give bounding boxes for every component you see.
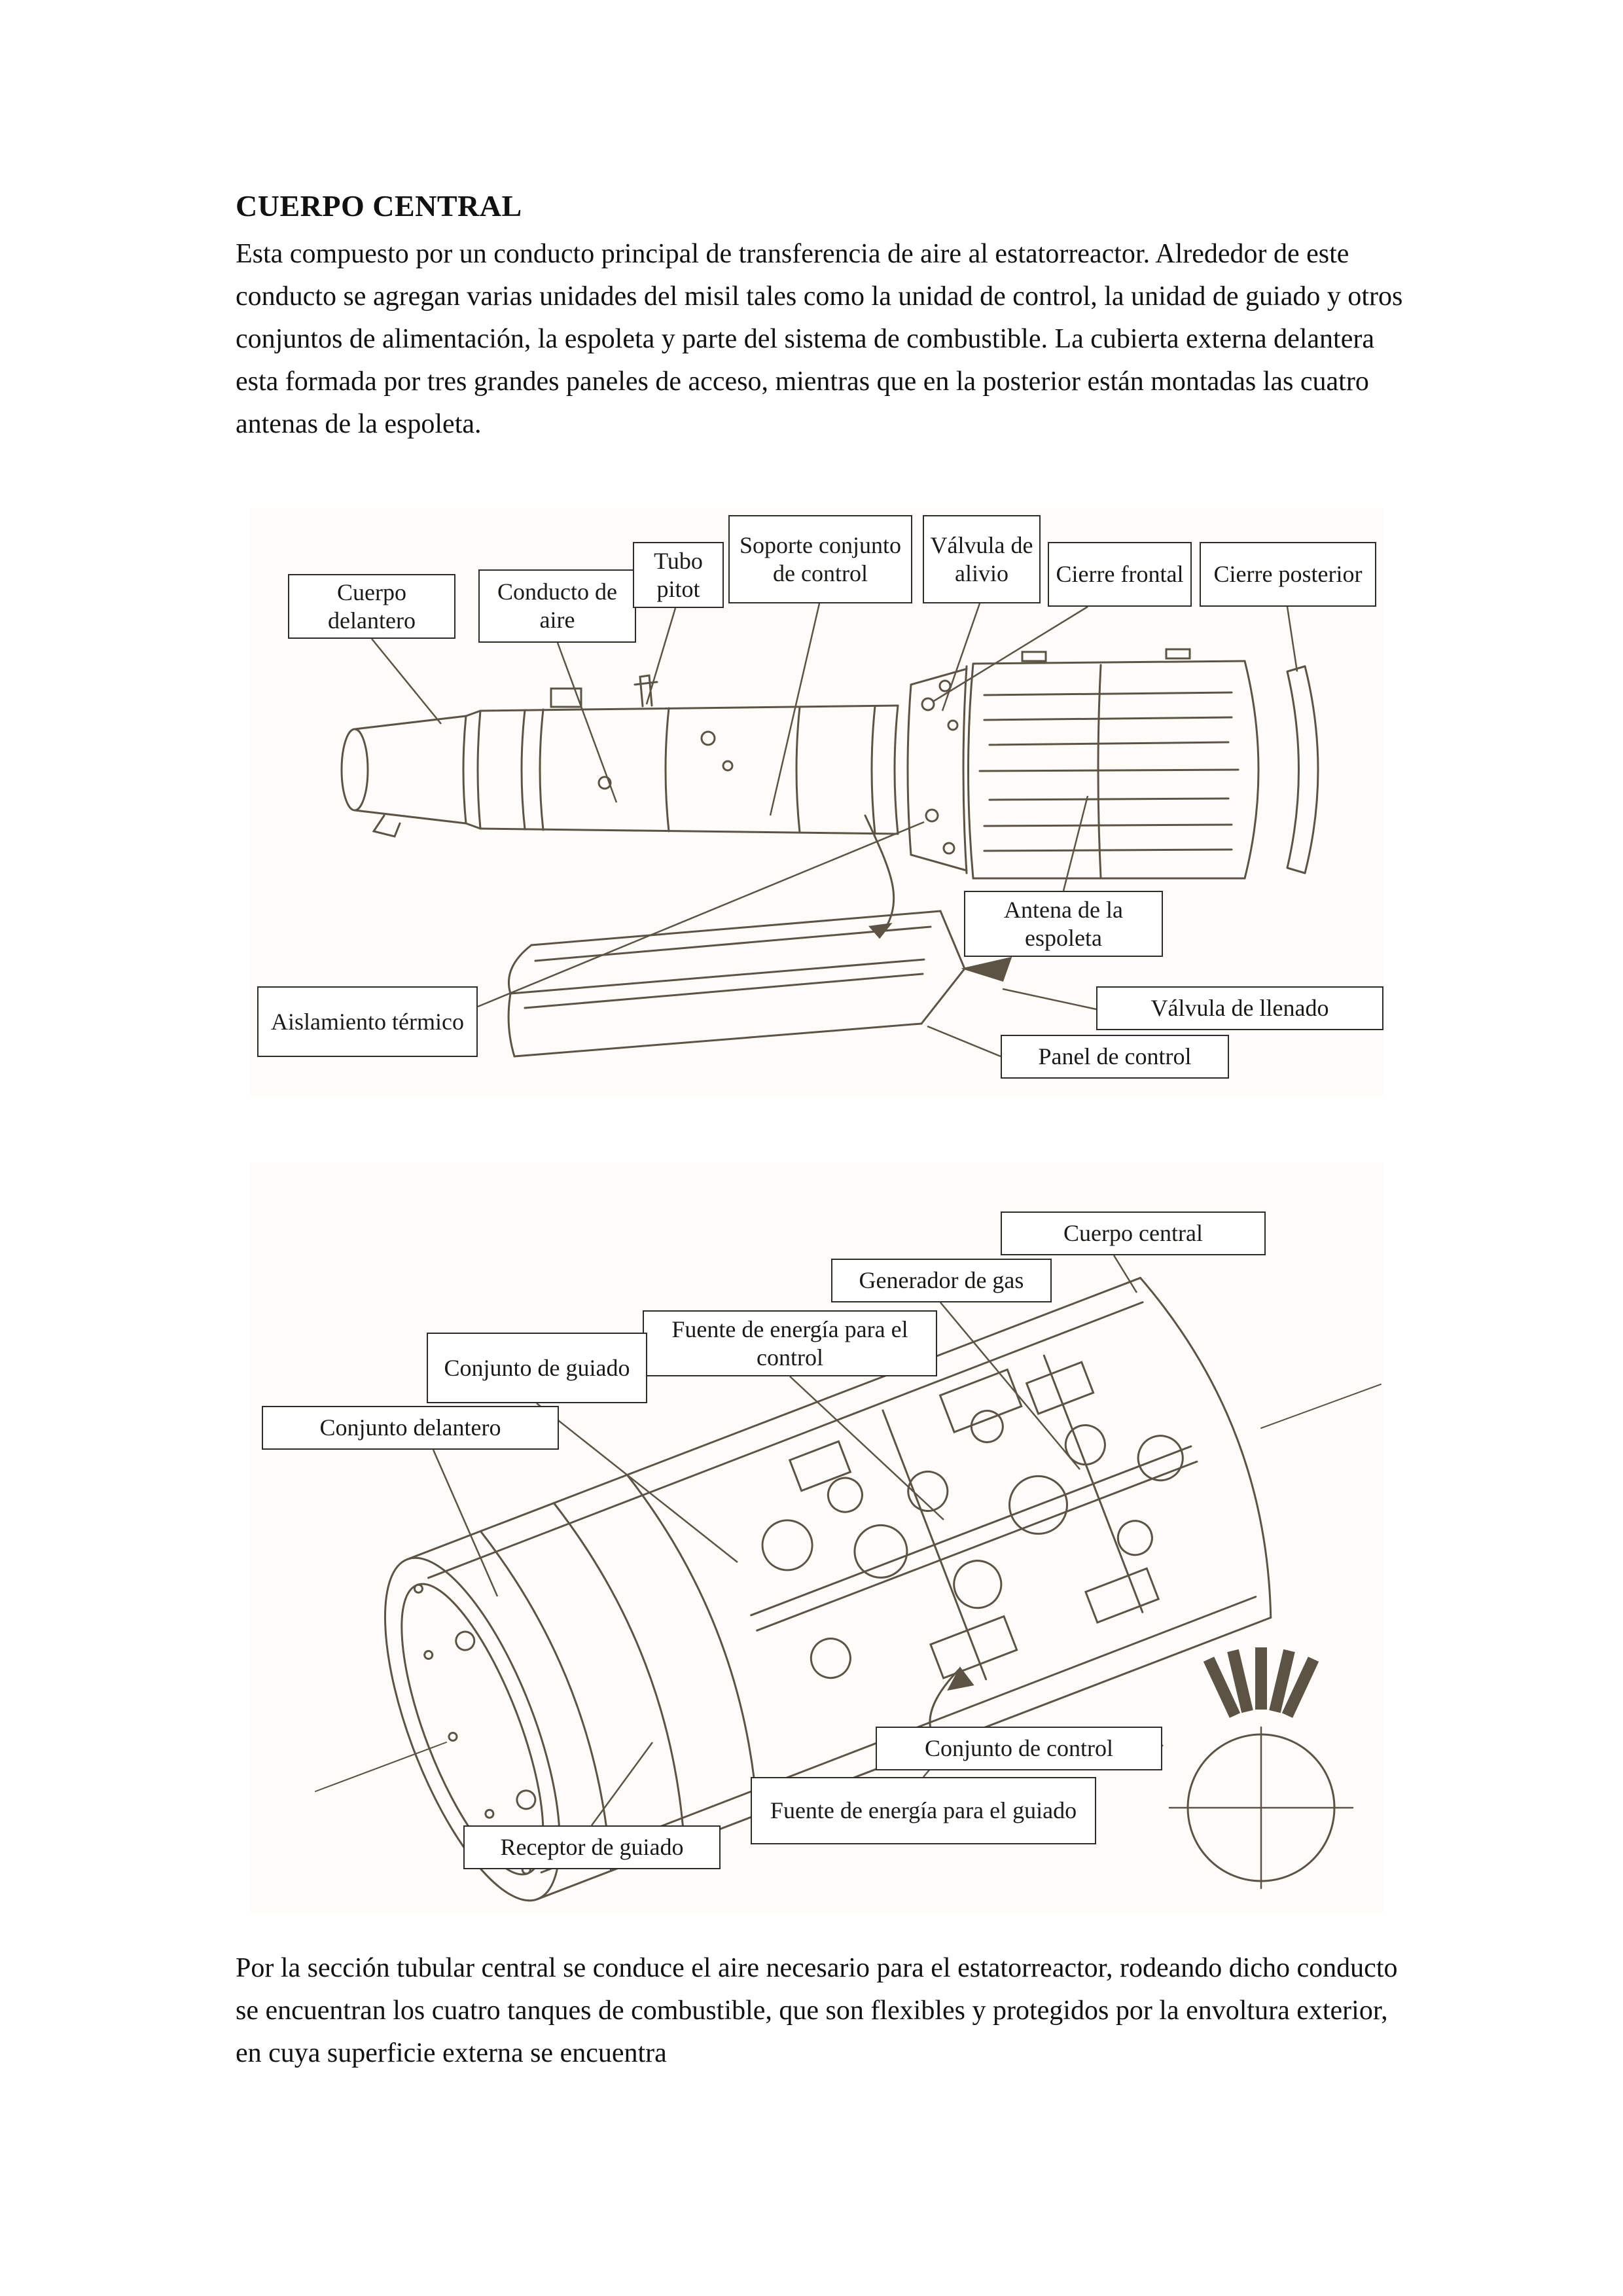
- label-text: Aislamiento térmico: [271, 1008, 464, 1035]
- figure2-label-receptor-de-guiado: [463, 1825, 721, 1869]
- figure1-label-soporte-conjunto-de-control: [728, 515, 912, 603]
- label-text: Fuente de energía para el control: [671, 1316, 908, 1371]
- label-text: Generador de gas: [859, 1267, 1024, 1293]
- page-title: CUERPO CENTRAL: [236, 189, 522, 223]
- figure1-label-cierre-frontal: [1048, 542, 1192, 607]
- figure1-label-antena-de-la-espoleta: [964, 891, 1163, 957]
- label-text: Fuente de energía para el guiado: [770, 1797, 1077, 1823]
- label-text: Conducto de aire: [497, 579, 617, 633]
- figure1-label-conducto-de-aire: [478, 569, 636, 643]
- cross-section-view: [1169, 1647, 1353, 1888]
- figure1-label-cierre-posterior: [1200, 542, 1376, 607]
- label-text: Conjunto de guiado: [444, 1354, 630, 1381]
- figure1-label-aislamiento-termico: [257, 986, 478, 1057]
- label-text: Cierre frontal: [1056, 561, 1184, 587]
- closing-paragraph: Por la sección tubular central se conduce el aire necesario para el estatorreactor, rodeando dicho conducto se encuentran los cuatro tanques de combustible, que son flexibles y protegidos por la envoltura exterior, en cuya superficie externa se encuentra: [236, 1953, 1398, 2068]
- label-text: Válvula de alivio: [930, 531, 1033, 586]
- figure1-label-valvula-de-alivio: [923, 515, 1041, 603]
- figure1-label-valvula-de-llenado: [1096, 986, 1383, 1030]
- figure2-label-conjunto-de-control: [876, 1727, 1162, 1770]
- figure2-label-conjunto-de-guiado: [427, 1333, 647, 1403]
- figure1-label-tubo-pitot: [633, 542, 724, 608]
- intro-paragraph: Esta compuesto por un conducto principal de transferencia de aire al estatorreactor. Alrededor de este conducto se agregan varias unidades del misil tales como la unidad de control, la unidad de guiado y otros conjuntos de alimentación, la espoleta y parte del sistema de combustible. La cubierta externa delantera esta formada por tres grandes paneles de acceso, mientras que en la posterior están montadas las cuatro antenas de la espoleta.: [236, 239, 1403, 439]
- label-text: Válvula de llenado: [1150, 995, 1329, 1021]
- figure2-label-conjunto-delantero: [262, 1406, 559, 1450]
- label-text: Cuerpo delantero: [328, 579, 416, 634]
- label-text: Cierre posterior: [1213, 561, 1363, 587]
- label-text: Conjunto delantero: [319, 1414, 501, 1441]
- label-text: Panel de control: [1038, 1043, 1192, 1069]
- figure2-label-cuerpo-central: [1001, 1211, 1266, 1255]
- figure-central-body-exterior: [250, 508, 1383, 1097]
- section-fan-hatch: [1209, 1647, 1313, 1715]
- label-text: Antena de la espoleta: [1004, 896, 1123, 951]
- figure1-label-cuerpo-delantero: [288, 574, 455, 639]
- figure2-label-generador-de-gas: [831, 1259, 1052, 1302]
- access-panel: [508, 911, 1010, 1056]
- figure1-label-panel-de-control: [1001, 1035, 1229, 1079]
- label-text: Soporte conjunto de control: [740, 531, 901, 586]
- figure2-label-fuente-energia-control: [643, 1310, 937, 1376]
- figure-central-body-internal: [250, 1163, 1383, 1914]
- figure2-label-fuente-energia-guiado: [751, 1777, 1096, 1844]
- label-text: Receptor de guiado: [500, 1834, 684, 1860]
- label-text: Cuerpo central: [1063, 1220, 1203, 1246]
- label-text: Conjunto de control: [925, 1735, 1113, 1761]
- label-text: Tubo pitot: [654, 547, 703, 602]
